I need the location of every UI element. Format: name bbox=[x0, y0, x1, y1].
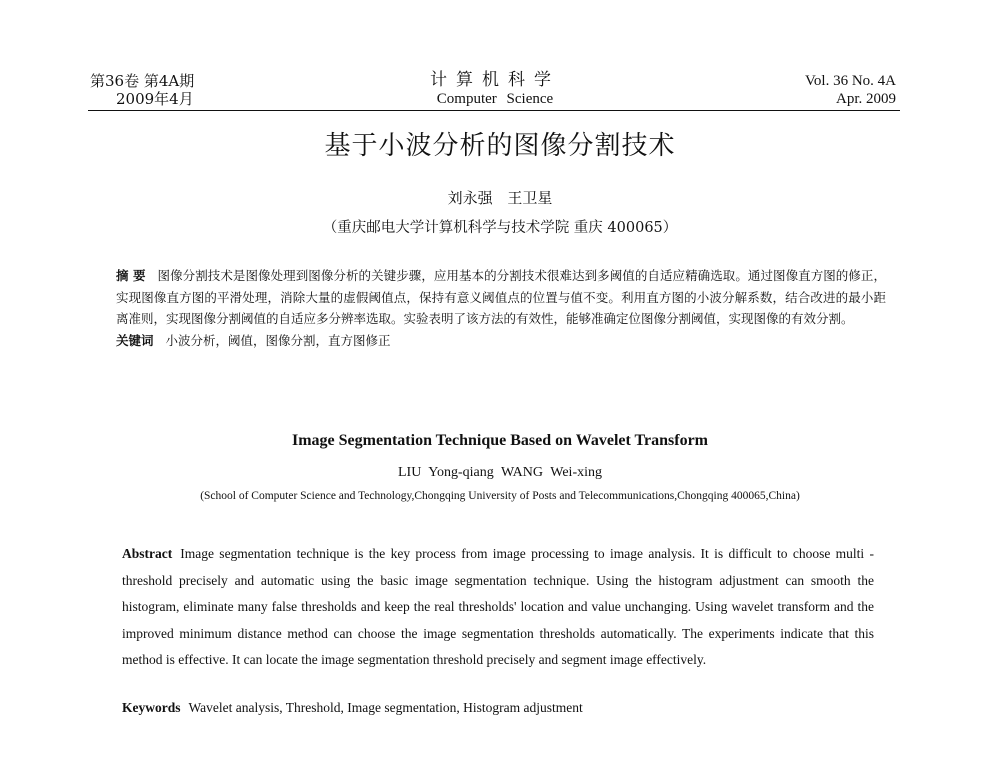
keywords-text-en: Wavelet analysis, Threshold, Image segmentation, Histogram adjustment bbox=[188, 700, 583, 715]
keywords-text-cn: 小波分析，阈值，图像分割，直方图修正 bbox=[165, 332, 391, 348]
abstract-text-cn: 图像分割技术是图像处理到图像分析的关键步骤，应用基本的分割技术很难达到多阈值的自适应精确选取。通过图像直方图的修正，实现图像直方图的平滑处理，消除大量的虚假阈值点，保持有意义阈值点的位置与值不变。利用直方图的小波分解系数，结合改进的最小距离准则，实现图像分割阈值的自适应多分辨率选取。实验表明了该方法的有效性，能够准确定位图像分割阈值，实现图像的有效分割。 bbox=[116, 268, 886, 326]
header-rule bbox=[88, 110, 900, 111]
abstract-text-en: Image segmentation technique is the key process from image processing to image analysis. It is difficult to choose multi -threshold precisely and automatic using the basic image segmentation technique. Using the histogram adjustment can smooth the histogram, eliminate many false thresholds and keep the real thresholds' location and value unchanging. Using wavelet transform and the improved minimum distance method can choose the image segmentation thresholds automatically. The experiments indicate that this method is effective. It can locate the image segmentation threshold precisely and segment image effectively. bbox=[122, 546, 874, 667]
volume-issue-en: Vol. 36 No. 4A bbox=[805, 73, 896, 89]
journal-header-right bbox=[805, 72, 896, 108]
journal-name-en: Computer Science bbox=[436, 91, 554, 107]
abstract-cn-block bbox=[116, 265, 886, 351]
journal-header-center bbox=[380, 70, 610, 108]
abstract-en-block bbox=[122, 541, 874, 674]
authors-en: LIU Yong-qiang WANG Wei-xing bbox=[397, 465, 602, 480]
paper-title-en: Image Segmentation Technique Based on Wavelet Transform bbox=[291, 432, 709, 449]
affiliation-en: (School of Computer Science and Technology,Chongqing University of Posts and Telecommunications,Chongqing 400065,China) bbox=[200, 490, 800, 502]
paper-title-cn: 基于小波分析的图像分割技术 bbox=[324, 131, 676, 161]
volume-issue-cn: 第36卷 第4A期 bbox=[90, 72, 195, 90]
keywords-label-cn: 关键词 bbox=[116, 332, 154, 348]
keywords-label-en: Keywords bbox=[122, 700, 181, 715]
abstract-label-en: Abstract bbox=[122, 546, 173, 561]
affiliation-cn: （重庆邮电大学计算机科学与技术学院 重庆 400065） bbox=[322, 220, 678, 236]
abstract-label-cn: 摘 要 bbox=[116, 268, 146, 283]
date-cn: 2009年4月 bbox=[116, 90, 194, 108]
keywords-cn bbox=[116, 330, 886, 352]
keywords-en bbox=[122, 700, 874, 716]
authors-cn: 刘永强 王卫星 bbox=[447, 189, 553, 207]
journal-header-left bbox=[90, 72, 194, 108]
date-en: Apr. 2009 bbox=[836, 91, 896, 107]
journal-name-cn: 计算机科学 bbox=[430, 70, 560, 90]
